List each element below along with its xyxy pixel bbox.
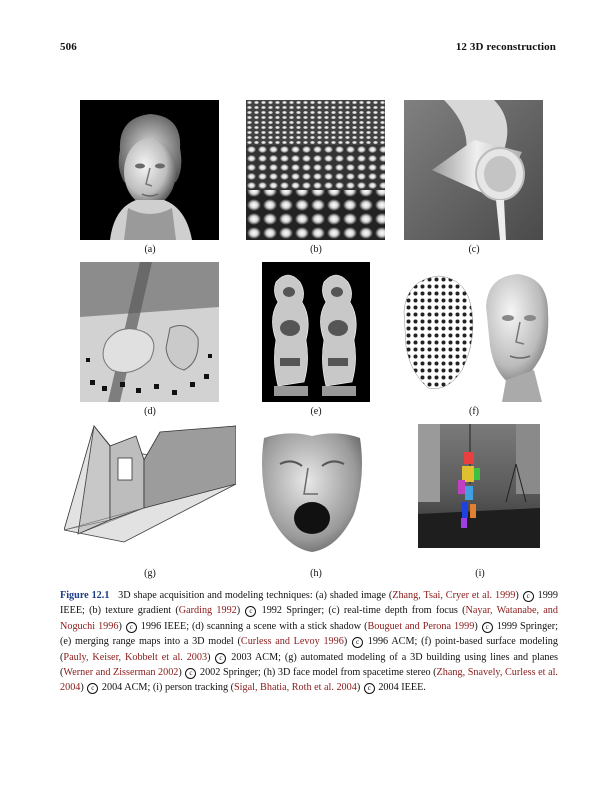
- copyright-icon: c: [523, 591, 534, 602]
- texture-gradient-image: [246, 100, 385, 240]
- citation-link[interactable]: Werner and Zisserman 2002: [63, 667, 179, 679]
- copyright-icon: c: [215, 653, 226, 664]
- copyright-icon: c: [364, 683, 375, 694]
- page-number: 506: [60, 41, 77, 53]
- panel-g-label: (g): [144, 568, 156, 579]
- running-header: 12 3D reconstruction: [455, 41, 556, 53]
- panel-b-texture-gradient: [246, 100, 385, 240]
- citation-link[interactable]: Sigal, Bhatia, Roth et al. 2004: [234, 682, 357, 694]
- point-based-head-image: [398, 262, 558, 402]
- panel-c-label: (c): [468, 244, 480, 255]
- building-model-image: [64, 424, 236, 564]
- panel-h-spacetime-face: [258, 428, 366, 554]
- caption-text: ): [356, 682, 363, 694]
- caption-text: ): [207, 651, 215, 663]
- person-tracking-image: [418, 424, 540, 548]
- caption-text: 1999 Springer; (e) merging range maps into a 3D model (: [60, 620, 558, 648]
- caption-text: 2003 ACM; (g) automated modeling of a 3D building using lines and planes (: [60, 651, 558, 679]
- citation-link[interactable]: Zhang, Tsai, Cryer et al. 1999: [392, 590, 516, 601]
- shaded-bust-image: [80, 100, 219, 240]
- caption-text: 3D shape acquisition and modeling techniques: (a) shaded image (: [118, 590, 393, 601]
- panel-e-label: (e): [310, 406, 322, 417]
- panel-f-point-based-surface: [398, 262, 558, 402]
- face-model-image: [258, 428, 366, 554]
- caption-text: ): [474, 620, 481, 632]
- figure-caption: [60, 588, 558, 696]
- copyright-icon: c: [126, 622, 137, 633]
- panel-d-stick-shadow-scan: [80, 262, 219, 402]
- copyright-icon: c: [482, 622, 493, 633]
- panel-a-shaded-bust: [80, 100, 219, 240]
- panel-g-3d-building-model: [64, 424, 236, 564]
- caption-text: 1996 IEEE; (d) scanning a scene with a stick shadow (: [137, 620, 368, 632]
- caption-text: ): [515, 590, 522, 601]
- caption-text: ): [178, 667, 185, 679]
- copyright-icon: c: [245, 606, 256, 617]
- citation-link[interactable]: Pauly, Keiser, Kobbelt et al. 2003: [63, 651, 208, 663]
- panel-f-label: (f): [469, 406, 479, 417]
- copyright-icon: c: [87, 683, 98, 694]
- caption-text: ): [343, 636, 351, 648]
- panel-b-label: (b): [310, 244, 322, 255]
- caption-text: 2002 Springer; (h) 3D face model from spacetime stereo (: [197, 667, 437, 679]
- depth-from-focus-image: [404, 100, 543, 240]
- caption-text: 1992 Springer; (c) real-time depth from focus (: [257, 605, 466, 617]
- copyright-icon: c: [185, 668, 196, 679]
- panel-d-label: (d): [144, 406, 156, 417]
- panel-c-depth-from-focus: [404, 100, 543, 240]
- caption-text: ): [236, 605, 245, 617]
- stick-shadow-scene-image: [80, 262, 219, 402]
- panel-i-label: (i): [475, 568, 485, 579]
- citation-link[interactable]: Nayar, Watanabe, and Noguchi 1996: [60, 605, 558, 632]
- buddha-model-image: [262, 262, 370, 402]
- caption-text: ): [118, 620, 125, 632]
- citation-link[interactable]: Curless and Levoy 1996: [240, 636, 344, 648]
- panel-i-person-tracking: [418, 424, 540, 548]
- panel-h-label: (h): [310, 568, 322, 579]
- citation-link[interactable]: Zhang, Snavely, Curless et al. 2004: [60, 667, 558, 694]
- caption-text: ): [80, 682, 87, 694]
- figure-number: Figure 12.1: [60, 590, 110, 601]
- copyright-icon: c: [352, 637, 363, 648]
- caption-text: 1996 ACM; (f) point-based surface modeling (: [60, 636, 558, 663]
- caption-text: 1999 IEEE; (b) texture gradient (: [60, 590, 558, 617]
- caption-text: 2004 ACM; (i) person tracking (: [99, 682, 235, 694]
- citation-link[interactable]: Garding 1992: [178, 605, 237, 617]
- caption-text: 2004 IEEE.: [375, 682, 426, 694]
- citation-link[interactable]: Bouguet and Perona 1999: [367, 620, 475, 632]
- panel-e-merged-range-maps: [262, 262, 370, 402]
- panel-a-label: (a): [144, 244, 156, 255]
